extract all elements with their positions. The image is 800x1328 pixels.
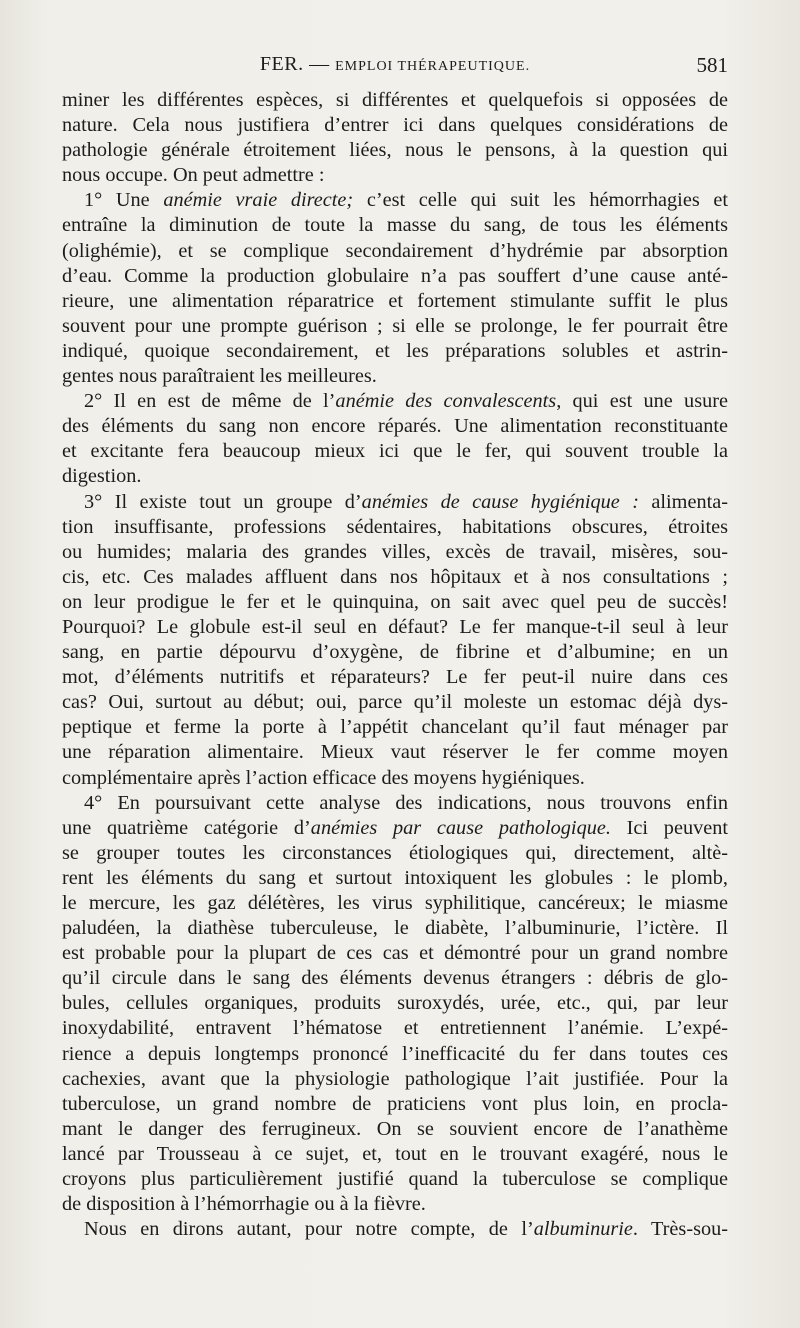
text-line: [62, 640, 728, 665]
italic-term: albuminurie: [533, 1218, 633, 1241]
text-segment: cis, etc. Ces malades affluent dans nos hôpitaux et à nos consultations ;: [62, 565, 728, 588]
text-line: [62, 715, 728, 740]
text-line: [62, 941, 728, 966]
header-subject: EMPLOI THÉRAPEUTIQUE.: [335, 59, 531, 74]
italic-term: anémie des convalescents: [335, 390, 557, 413]
text-segment: Pourquoi? Le globule est-il seul en défaut? Le fer manque-t-il seul à leur: [62, 615, 728, 638]
text-segment: 4° En poursuivant cette analyse des indications, nous trouvons enfin: [84, 791, 728, 814]
text-line: [62, 565, 728, 590]
text-line: [62, 665, 728, 690]
text-line: [62, 264, 728, 289]
text-line: [62, 791, 728, 816]
text-segment: rience a depuis longtemps prononcé l’inefficacité du fer dans toutes ces: [62, 1042, 728, 1065]
text-segment: nature. Cela nous justifiera d’entrer ici dans quelques considérations de: [62, 114, 728, 137]
header-left: FER. —: [259, 53, 330, 75]
text-segment: de disposition à l’hémorrhagie ou à la fièvre.: [62, 1193, 426, 1216]
text-line: [62, 88, 728, 113]
text-line: [62, 439, 728, 464]
text-segment: souvent pour une prompte guérison ; si elle se prolonge, le fer pourrait être: [62, 314, 728, 337]
text-line: [62, 866, 728, 891]
text-segment: d’eau. Comme la production globulaire n’a pas souffert d’une cause anté-: [62, 264, 728, 287]
text-segment: le mercure, les gaz délétères, les virus syphilitique, cancéreux; le miasme: [62, 892, 728, 914]
text-segment: bules, cellules organiques, produits suroxydés, urée, etc., qui, par leur: [62, 992, 728, 1015]
text-segment: une réparation alimentaire. Mieux vaut réserver le fer comme moyen: [62, 741, 728, 764]
text-line: [62, 891, 728, 916]
text-segment: est probable pour la plupart de ces cas et démontré pour un grand nombre: [62, 942, 728, 965]
text-segment: peptique et ferme la porte à l’appétit chancelant qu’il faut ménager par: [62, 716, 728, 739]
text-line: [62, 163, 728, 188]
text-segment: pathologie générale étroitement liées, nous le pensons, à la question qui: [62, 139, 728, 162]
text-line: [62, 816, 728, 841]
text-segment: cas? Oui, surtout au début; oui, parce qu’il moleste un estomac déjà dys-: [62, 691, 728, 714]
text-line: [62, 339, 728, 364]
text-segment: rent les éléments du sang et surtout intoxiquent les globules : le plomb,: [62, 866, 728, 889]
text-segment: croyons plus particulièrement justifié quand la tuberculose se complique: [62, 1168, 728, 1191]
text-line: [62, 590, 728, 615]
header-title: [62, 53, 728, 76]
text-line: [62, 389, 728, 414]
text-segment: complémentaire après l’action efficace des moyens hygiéniques.: [62, 766, 585, 789]
text-segment: se grouper toutes les circonstances étiologiques qui, directement, altè-: [62, 841, 728, 864]
text-line: [62, 188, 728, 213]
page-number: 581: [696, 53, 728, 77]
text-line: [62, 314, 728, 339]
text-segment: et excitante fera beaucoup mieux ici que le fer, qui souvent trouble la: [62, 440, 728, 463]
text-line: [62, 766, 728, 791]
text-line: [62, 364, 728, 389]
running-header: [62, 51, 728, 79]
text-line: [62, 113, 728, 138]
italic-term: anémies par cause pathologique.: [310, 816, 611, 839]
text-segment: indiqué, quoique secondairement, et les préparations solubles et astrin-: [62, 339, 728, 362]
text-segment: mant le danger des ferrugineux. On se souvient encore de l’anathème: [62, 1117, 728, 1140]
text-line: [62, 916, 728, 941]
text-line: [62, 1092, 728, 1117]
text-segment: 2° Il en est de même de l’: [84, 390, 336, 413]
text-line: [62, 841, 728, 866]
text-segment: on leur prodigue le fer et le quinquina, on sait avec quel peu de succès!: [62, 590, 728, 613]
text-segment: . Très-sou-: [632, 1218, 728, 1241]
text-segment: sang, en partie dépourvu d’oxygène, de fibrine et d’albumine; en un: [62, 641, 728, 664]
text-line: [62, 540, 728, 565]
text-segment: 3° Il existe tout un groupe d’: [84, 490, 362, 513]
text-segment: rieure, une alimentation réparatrice et fortement stimulante suffit le plus: [62, 289, 728, 312]
text-line: [62, 464, 728, 489]
text-segment: mot, d’éléments nutritifs et réparateurs? Le fer peut-il nuire dans ces: [62, 666, 728, 689]
text-line: [62, 966, 728, 991]
text-line: [62, 1217, 728, 1242]
text-segment: Nous en dirons autant, pour notre compte, de l’: [84, 1218, 534, 1241]
text-segment: Ici peuvent: [610, 816, 728, 839]
text-line: [62, 615, 728, 640]
text-segment: tion insuffisante, professions sédentaires, habitations obscures, étroites: [62, 515, 728, 538]
text-segment: miner les différentes espèces, si différentes et quelquefois si opposées de: [62, 89, 728, 111]
text-segment: inoxydabilité, entravent l’hématose et entretiennent l’anémie. L’expé-: [62, 1017, 728, 1040]
text-line: [62, 1117, 728, 1142]
text-segment: une quatrième catégorie d’: [62, 816, 311, 839]
text-line: [62, 213, 728, 238]
text-segment: tuberculose, un grand nombre de praticiens vont plus loin, en procla-: [62, 1092, 728, 1115]
text-segment: , qui est une usure: [556, 390, 728, 413]
text-line: [62, 490, 728, 515]
text-line: [62, 690, 728, 715]
text-segment: nous occupe. On peut admettre :: [62, 164, 325, 187]
text-line: [62, 740, 728, 765]
text-line: [62, 414, 728, 439]
text-segment: (olighémie), et se complique secondairement d’hydrémie par absorption: [62, 239, 728, 262]
text-line: [62, 1067, 728, 1092]
text-line: [62, 289, 728, 314]
text-line: [62, 1042, 728, 1067]
text-segment: des éléments du sang non encore réparés. Une alimentation reconstituante: [62, 415, 728, 438]
text-segment: qu’il circule dans le sang des éléments devenus étrangers : débris de glo-: [62, 967, 728, 990]
text-segment: gentes nous paraîtraient les meilleures.: [62, 365, 377, 388]
text-segment: c’est celle qui suit les hémorrhagies et: [353, 189, 728, 212]
text-line: [62, 515, 728, 540]
text-segment: alimenta-: [638, 490, 728, 513]
text-segment: paludéen, la diathèse tuberculeuse, le diabète, l’albuminurie, l’ictère. Il: [62, 917, 728, 940]
text-line: [62, 1192, 728, 1217]
italic-term: anémies de cause hygiénique :: [361, 490, 639, 513]
text-segment: digestion.: [62, 465, 142, 488]
text-segment: lancé par Trousseau à ce sujet, et, tout en le trouvant exagéré, nous le: [62, 1142, 728, 1165]
text-line: [62, 138, 728, 163]
body-text: [62, 88, 728, 1242]
text-line: [62, 1142, 728, 1167]
text-segment: entraîne la diminution de toute la masse du sang, de tous les éléments: [62, 214, 728, 237]
text-segment: ou humides; malaria des grandes villes, excès de travail, misères, sou-: [62, 540, 728, 563]
text-line: [62, 239, 728, 264]
text-segment: cachexies, avant que la physiologie pathologique l’ait justifiée. Pour la: [62, 1067, 728, 1090]
italic-term: anémie vraie directe;: [163, 189, 354, 212]
text-line: [62, 991, 728, 1016]
text-segment: 1° Une: [84, 189, 164, 212]
text-line: [62, 1167, 728, 1192]
text-line: [62, 1016, 728, 1041]
